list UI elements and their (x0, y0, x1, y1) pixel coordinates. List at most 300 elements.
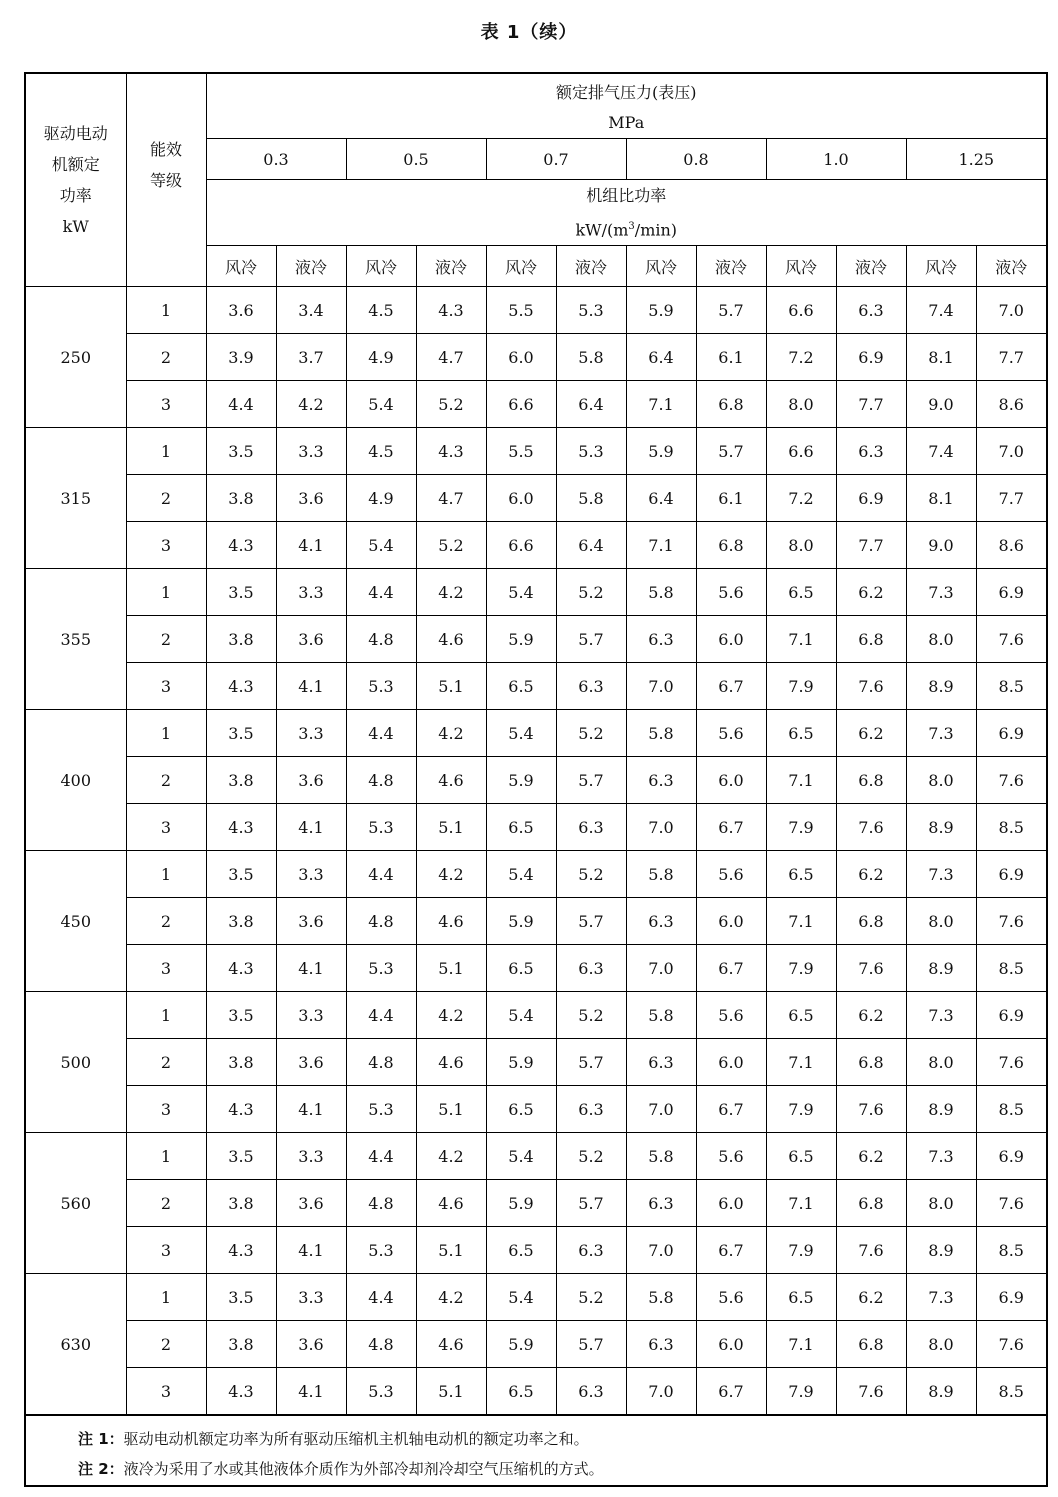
value-cell: 5.1 (416, 1368, 486, 1415)
table-row (26, 287, 1046, 334)
value-cell: 4.2 (416, 569, 486, 616)
value-cell: 4.2 (276, 381, 346, 428)
value-cell: 6.8 (836, 1039, 906, 1086)
value-cell: 5.3 (346, 1368, 416, 1415)
value-cell: 6.5 (486, 945, 556, 992)
value-cell: 4.1 (276, 1086, 346, 1133)
value-cell: 7.7 (976, 475, 1046, 522)
value-cell: 3.5 (206, 569, 276, 616)
value-cell: 7.2 (766, 475, 836, 522)
table-row (26, 334, 1046, 381)
value-cell: 4.4 (346, 1133, 416, 1180)
value-cell: 5.8 (556, 334, 626, 381)
liquid-cooled-header: 液冷 (696, 246, 766, 287)
pressure-header-cell: 1.25 (906, 139, 1046, 180)
value-cell: 6.3 (626, 1321, 696, 1368)
value-cell: 7.4 (906, 287, 976, 334)
value-cell: 6.6 (766, 428, 836, 475)
liquid-cooled-header: 液冷 (836, 246, 906, 287)
value-cell: 4.3 (416, 287, 486, 334)
value-cell: 3.5 (206, 992, 276, 1039)
value-cell: 8.5 (976, 1368, 1046, 1415)
value-cell: 6.7 (696, 1227, 766, 1274)
power-cell: 250 (26, 287, 126, 428)
value-cell: 5.4 (486, 710, 556, 757)
value-cell: 6.3 (556, 1227, 626, 1274)
value-cell: 4.6 (416, 1321, 486, 1368)
value-cell: 5.6 (696, 851, 766, 898)
value-cell: 6.5 (486, 1227, 556, 1274)
value-cell: 8.9 (906, 1086, 976, 1133)
value-cell: 7.0 (626, 1227, 696, 1274)
value-cell: 5.9 (626, 287, 696, 334)
grade-cell: 1 (126, 1274, 206, 1321)
value-cell: 7.0 (626, 663, 696, 710)
value-cell: 7.7 (836, 522, 906, 569)
value-cell: 5.9 (486, 1180, 556, 1227)
value-cell: 4.8 (346, 757, 416, 804)
value-cell: 6.1 (696, 334, 766, 381)
air-cooled-header: 风冷 (906, 246, 976, 287)
value-cell: 6.3 (556, 804, 626, 851)
value-cell: 6.8 (836, 1321, 906, 1368)
value-cell: 6.0 (696, 1180, 766, 1227)
value-cell: 7.1 (766, 757, 836, 804)
table-row (26, 522, 1046, 569)
value-cell: 5.1 (416, 804, 486, 851)
value-cell: 8.6 (976, 522, 1046, 569)
value-cell: 4.7 (416, 475, 486, 522)
value-cell: 5.1 (416, 663, 486, 710)
value-cell: 5.1 (416, 1227, 486, 1274)
value-cell: 6.0 (696, 1039, 766, 1086)
table-row (26, 1321, 1046, 1368)
table-row (26, 1133, 1046, 1180)
value-cell: 4.9 (346, 334, 416, 381)
value-cell: 4.4 (346, 851, 416, 898)
table-row (26, 898, 1046, 945)
value-cell: 6.4 (626, 334, 696, 381)
power-cell: 630 (26, 1274, 126, 1415)
value-cell: 6.0 (696, 898, 766, 945)
value-cell: 3.5 (206, 428, 276, 475)
notes (26, 1415, 1046, 1484)
value-cell: 3.3 (276, 569, 346, 616)
value-cell: 8.1 (906, 475, 976, 522)
table-row (26, 710, 1046, 757)
pressure-header-cell: 0.5 (346, 139, 486, 180)
value-cell: 4.8 (346, 1321, 416, 1368)
value-cell: 6.5 (766, 1133, 836, 1180)
grade-cell: 2 (126, 334, 206, 381)
liquid-cooled-header: 液冷 (416, 246, 486, 287)
value-cell: 8.5 (976, 804, 1046, 851)
value-cell: 7.9 (766, 1227, 836, 1274)
value-cell: 4.2 (416, 992, 486, 1039)
header-power: 驱动电动 机额定 功率 kW (26, 74, 126, 287)
grade-cell: 3 (126, 522, 206, 569)
value-cell: 4.2 (416, 851, 486, 898)
value-cell: 3.8 (206, 1039, 276, 1086)
value-cell: 5.8 (626, 710, 696, 757)
value-cell: 6.5 (486, 804, 556, 851)
value-cell: 5.9 (626, 428, 696, 475)
grade-cell: 2 (126, 1321, 206, 1368)
value-cell: 5.9 (486, 757, 556, 804)
value-cell: 7.7 (836, 381, 906, 428)
value-cell: 7.1 (766, 616, 836, 663)
value-cell: 5.1 (416, 945, 486, 992)
value-cell: 3.9 (206, 334, 276, 381)
value-cell: 3.8 (206, 475, 276, 522)
value-cell: 7.6 (976, 757, 1046, 804)
value-cell: 4.4 (346, 1274, 416, 1321)
value-cell: 4.3 (206, 945, 276, 992)
note-line (78, 1424, 1046, 1454)
value-cell: 3.6 (276, 1039, 346, 1086)
value-cell: 5.2 (556, 992, 626, 1039)
value-cell: 4.5 (346, 287, 416, 334)
value-cell: 5.4 (346, 381, 416, 428)
power-cell: 500 (26, 992, 126, 1133)
value-cell: 4.6 (416, 616, 486, 663)
value-cell: 7.9 (766, 945, 836, 992)
value-cell: 7.9 (766, 804, 836, 851)
value-cell: 3.5 (206, 851, 276, 898)
value-cell: 3.8 (206, 1180, 276, 1227)
value-cell: 3.6 (276, 616, 346, 663)
table-title: 表 1（续） (480, 22, 578, 43)
value-cell: 8.0 (906, 757, 976, 804)
table-row (26, 1039, 1046, 1086)
value-cell: 5.3 (346, 1227, 416, 1274)
value-cell: 6.1 (696, 475, 766, 522)
header-specific-power-unit: $kW/(m^3/\min)$ (575, 220, 678, 240)
power-cell: 355 (26, 569, 126, 710)
table-row (26, 1086, 1046, 1133)
value-cell: 7.1 (766, 898, 836, 945)
value-cell: 6.3 (556, 945, 626, 992)
value-cell: 7.3 (906, 710, 976, 757)
value-cell: 5.8 (626, 992, 696, 1039)
value-cell: 4.3 (206, 663, 276, 710)
value-cell: 3.6 (276, 475, 346, 522)
value-cell: 3.8 (206, 757, 276, 804)
value-cell: 5.9 (486, 898, 556, 945)
power-cell: 450 (26, 851, 126, 992)
value-cell: 5.3 (556, 428, 626, 475)
pressure-header-cell: 1.0 (766, 139, 906, 180)
value-cell: 6.3 (626, 757, 696, 804)
value-cell: 7.1 (626, 381, 696, 428)
value-cell: 7.6 (836, 1368, 906, 1415)
value-cell: 8.0 (906, 1039, 976, 1086)
value-cell: 8.0 (766, 522, 836, 569)
value-cell: 8.5 (976, 1086, 1046, 1133)
value-cell: 6.5 (766, 569, 836, 616)
value-cell: 5.6 (696, 710, 766, 757)
value-cell: 7.6 (836, 1086, 906, 1133)
value-cell: 5.2 (556, 1274, 626, 1321)
value-cell: 6.3 (626, 1180, 696, 1227)
value-cell: 6.8 (836, 1180, 906, 1227)
value-cell: 5.9 (486, 616, 556, 663)
value-cell: 6.3 (556, 1086, 626, 1133)
value-cell: 5.5 (486, 287, 556, 334)
value-cell: 6.3 (626, 898, 696, 945)
liquid-cooled-header: 液冷 (556, 246, 626, 287)
value-cell: 6.7 (696, 1086, 766, 1133)
value-cell: 4.3 (416, 428, 486, 475)
header-pressure: 额定排气压力(表压) MPa (206, 74, 1046, 139)
table-row (26, 475, 1046, 522)
value-cell: 6.5 (766, 710, 836, 757)
value-cell: 7.6 (836, 804, 906, 851)
value-cell: 5.4 (486, 1133, 556, 1180)
value-cell: 4.4 (346, 710, 416, 757)
value-cell: 6.9 (836, 334, 906, 381)
value-cell: 3.5 (206, 1274, 276, 1321)
value-cell: 4.1 (276, 663, 346, 710)
value-cell: 5.5 (486, 428, 556, 475)
value-cell: 4.3 (206, 522, 276, 569)
value-cell: 6.2 (836, 1133, 906, 1180)
value-cell: 5.4 (486, 1274, 556, 1321)
value-cell: 5.4 (486, 569, 556, 616)
value-cell: 7.0 (626, 1086, 696, 1133)
value-cell: 7.7 (976, 334, 1046, 381)
value-cell: 5.2 (556, 710, 626, 757)
value-cell: 6.8 (836, 898, 906, 945)
value-cell: 7.2 (766, 334, 836, 381)
value-cell: 6.2 (836, 710, 906, 757)
value-cell: 5.6 (696, 992, 766, 1039)
value-cell: 4.4 (346, 569, 416, 616)
value-cell: 8.0 (766, 381, 836, 428)
value-cell: 3.6 (206, 287, 276, 334)
value-cell: 4.6 (416, 1180, 486, 1227)
value-cell: 6.7 (696, 1368, 766, 1415)
grade-cell: 3 (126, 1086, 206, 1133)
value-cell: 5.7 (556, 1321, 626, 1368)
air-cooled-header: 风冷 (206, 246, 276, 287)
value-cell: 4.8 (346, 616, 416, 663)
table-row (26, 428, 1046, 475)
value-cell: 4.3 (206, 1368, 276, 1415)
value-cell: 5.6 (696, 1274, 766, 1321)
value-cell: 3.7 (276, 334, 346, 381)
value-cell: 7.1 (766, 1180, 836, 1227)
grade-cell: 1 (126, 569, 206, 616)
value-cell: 8.9 (906, 804, 976, 851)
value-cell: 7.6 (836, 1227, 906, 1274)
value-cell: 6.4 (556, 381, 626, 428)
value-cell: 6.6 (486, 522, 556, 569)
liquid-cooled-header: 液冷 (276, 246, 346, 287)
value-cell: 6.3 (626, 616, 696, 663)
value-cell: 6.5 (486, 1086, 556, 1133)
value-cell: 5.6 (696, 1133, 766, 1180)
value-cell: 5.9 (486, 1321, 556, 1368)
value-cell: 7.0 (976, 287, 1046, 334)
value-cell: 7.0 (976, 428, 1046, 475)
grade-cell: 3 (126, 1227, 206, 1274)
value-cell: 9.0 (906, 522, 976, 569)
power-cell: 315 (26, 428, 126, 569)
value-cell: 6.2 (836, 992, 906, 1039)
value-cell: 6.5 (766, 992, 836, 1039)
value-cell: 8.9 (906, 1368, 976, 1415)
note-label: 注 1： (78, 1430, 124, 1449)
value-cell: 8.0 (906, 1321, 976, 1368)
value-cell: 4.2 (416, 1133, 486, 1180)
value-cell: 5.8 (626, 569, 696, 616)
value-cell: 6.6 (486, 381, 556, 428)
value-cell: 3.5 (206, 1133, 276, 1180)
air-cooled-header: 风冷 (486, 246, 556, 287)
air-cooled-header: 风冷 (346, 246, 416, 287)
value-cell: 7.6 (976, 616, 1046, 663)
value-cell: 5.2 (416, 522, 486, 569)
value-cell: 5.4 (346, 522, 416, 569)
value-cell: 4.1 (276, 804, 346, 851)
value-cell: 6.8 (836, 757, 906, 804)
value-cell: 4.1 (276, 522, 346, 569)
value-cell: 6.9 (976, 851, 1046, 898)
value-cell: 7.0 (626, 1368, 696, 1415)
grade-cell: 3 (126, 945, 206, 992)
table-row (26, 569, 1046, 616)
value-cell: 5.7 (556, 898, 626, 945)
value-cell: 5.3 (556, 287, 626, 334)
value-cell: 6.3 (556, 663, 626, 710)
table-row (26, 1227, 1046, 1274)
value-cell: 5.8 (626, 1274, 696, 1321)
grade-cell: 2 (126, 898, 206, 945)
value-cell: 3.3 (276, 710, 346, 757)
value-cell: 7.1 (626, 522, 696, 569)
value-cell: 4.1 (276, 1227, 346, 1274)
grade-cell: 3 (126, 381, 206, 428)
value-cell: 3.3 (276, 1133, 346, 1180)
value-cell: 7.3 (906, 569, 976, 616)
value-cell: 7.3 (906, 851, 976, 898)
value-cell: 5.7 (556, 1180, 626, 1227)
note-label: 注 2： (78, 1460, 124, 1479)
value-cell: 3.3 (276, 992, 346, 1039)
liquid-cooled-header: 液冷 (976, 246, 1046, 287)
value-cell: 8.9 (906, 663, 976, 710)
value-cell: 6.2 (836, 851, 906, 898)
grade-cell: 2 (126, 1039, 206, 1086)
value-cell: 3.4 (276, 287, 346, 334)
value-cell: 4.4 (206, 381, 276, 428)
value-cell: 8.0 (906, 616, 976, 663)
value-cell: 6.7 (696, 663, 766, 710)
value-cell: 8.0 (906, 898, 976, 945)
energy-efficiency-table (26, 74, 1046, 1415)
value-cell: 3.3 (276, 851, 346, 898)
value-cell: 5.3 (346, 804, 416, 851)
value-cell: 8.6 (976, 381, 1046, 428)
value-cell: 8.9 (906, 1227, 976, 1274)
note-text: 液冷为采用了水或其他液体介质作为外部冷却剂冷却空气压缩机的方式。 (123, 1460, 604, 1479)
grade-cell: 2 (126, 616, 206, 663)
value-cell: 5.8 (626, 1133, 696, 1180)
value-cell: 3.8 (206, 898, 276, 945)
value-cell: 6.7 (696, 945, 766, 992)
header-grade: 能效 等级 (126, 74, 206, 287)
grade-cell: 1 (126, 710, 206, 757)
value-cell: 5.4 (486, 851, 556, 898)
value-cell: 6.8 (836, 616, 906, 663)
value-cell: 3.6 (276, 898, 346, 945)
table-row (26, 757, 1046, 804)
value-cell: 6.5 (486, 1368, 556, 1415)
value-cell: 5.2 (556, 569, 626, 616)
value-cell: 6.0 (696, 757, 766, 804)
grade-cell: 2 (126, 757, 206, 804)
value-cell: 7.9 (766, 1368, 836, 1415)
value-cell: 4.1 (276, 945, 346, 992)
value-cell: 6.8 (696, 522, 766, 569)
pressure-header-cell: 0.8 (626, 139, 766, 180)
grade-cell: 1 (126, 1133, 206, 1180)
value-cell: 4.6 (416, 757, 486, 804)
table-row (26, 616, 1046, 663)
header-specific-power: 机组比功率 $kW/(m^3/\min)$ (206, 180, 1046, 246)
value-cell: 5.2 (416, 381, 486, 428)
value-cell: 6.3 (556, 1368, 626, 1415)
value-cell: 6.0 (696, 1321, 766, 1368)
value-cell: 6.9 (836, 475, 906, 522)
value-cell: 3.5 (206, 710, 276, 757)
grade-cell: 3 (126, 804, 206, 851)
table-row (26, 663, 1046, 710)
value-cell: 4.2 (416, 1274, 486, 1321)
power-cell: 560 (26, 1133, 126, 1274)
value-cell: 5.4 (486, 992, 556, 1039)
note-line (78, 1454, 1046, 1484)
value-cell: 8.0 (906, 1180, 976, 1227)
value-cell: 7.6 (836, 945, 906, 992)
value-cell: 7.1 (766, 1039, 836, 1086)
value-cell: 6.4 (626, 475, 696, 522)
value-cell: 8.5 (976, 663, 1046, 710)
value-cell: 7.6 (836, 663, 906, 710)
value-cell: 8.9 (906, 945, 976, 992)
value-cell: 3.3 (276, 428, 346, 475)
value-cell: 5.1 (416, 1086, 486, 1133)
value-cell: 5.8 (626, 851, 696, 898)
value-cell: 7.9 (766, 1086, 836, 1133)
data-table-frame (24, 72, 1048, 1487)
air-cooled-header: 风冷 (766, 246, 836, 287)
value-cell: 3.8 (206, 616, 276, 663)
grade-cell: 2 (126, 1180, 206, 1227)
value-cell: 6.3 (836, 428, 906, 475)
value-cell: 3.6 (276, 757, 346, 804)
value-cell: 4.3 (206, 1086, 276, 1133)
value-cell: 6.5 (486, 663, 556, 710)
value-cell: 7.0 (626, 804, 696, 851)
value-cell: 3.3 (276, 1274, 346, 1321)
table-row (26, 1368, 1046, 1415)
grade-cell: 1 (126, 428, 206, 475)
value-cell: 4.9 (346, 475, 416, 522)
value-cell: 5.2 (556, 1133, 626, 1180)
table-row (26, 851, 1046, 898)
